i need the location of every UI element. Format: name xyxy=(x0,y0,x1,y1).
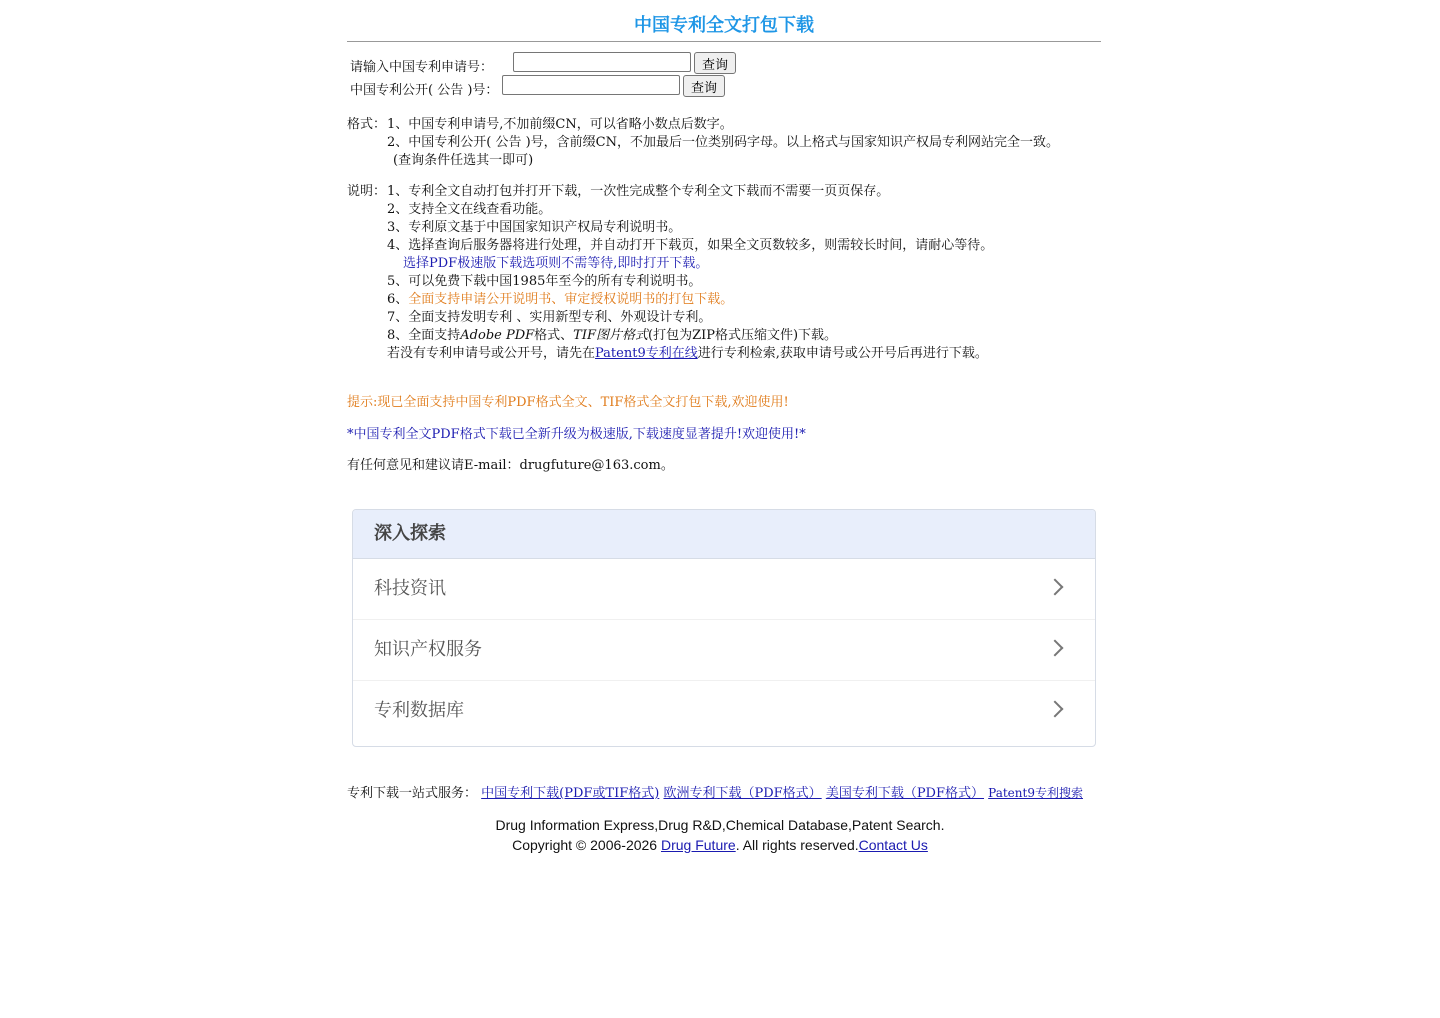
explore-panel xyxy=(352,509,1096,747)
note-item: 4、选择查询后服务器将进行处理，并自动打开下载页，如果全文页数较多，则需较长时间，请耐心等待。 xyxy=(387,238,994,253)
upgrade-text: *中国专利全文PDF格式下载已全新升级为极速版,下载速度显著提升!欢迎使用!* xyxy=(347,427,806,442)
explore-item-patent-database[interactable] xyxy=(353,681,1095,741)
note-item: 3、专利原文基于中国国家知识产权局专利说明书。 xyxy=(387,220,682,235)
chevron-right-icon xyxy=(1047,640,1064,657)
tip-text: 提示:现已全面支持中国专利PDF格式全文、TIF格式全文打包下载,欢迎使用! xyxy=(347,395,789,410)
note-item xyxy=(387,345,988,363)
pub-number-input[interactable] xyxy=(502,75,680,95)
note-item xyxy=(387,327,837,345)
note-text: 进行专利检索,获取申请号或公开号后再进行下载。 xyxy=(697,346,988,361)
note-item xyxy=(387,291,733,309)
note-pdf-format: Adobe PDF xyxy=(460,328,535,343)
app-query-button[interactable]: 查询 xyxy=(694,52,736,74)
app-number-input[interactable] xyxy=(513,52,691,72)
contact-text: 有任何意见和建议请E-mail：drugfuture@163.com。 xyxy=(347,458,674,473)
cn-patent-download-link[interactable]: 中国专利下载(PDF或TIF格式) xyxy=(481,786,660,801)
footer-links xyxy=(347,782,1083,801)
query-form xyxy=(347,52,1101,112)
notes-prefix: 说明： xyxy=(347,184,387,199)
note-highlight: 全面支持申请公开说明书、审定授权说明书的打包下载。 xyxy=(408,292,734,307)
chevron-right-icon xyxy=(1047,701,1064,718)
copyright-text: Copyright © 2006-2026 xyxy=(512,837,661,853)
app-number-row xyxy=(350,52,750,74)
app-number-label: 请输入中国专利申请号： xyxy=(350,60,494,75)
format-prefix: 格式： xyxy=(347,117,387,132)
note-text: 8、全面支持 xyxy=(387,328,461,343)
pub-number-label: 中国专利公开( 公告 )号： xyxy=(350,83,499,98)
note-item: 5、可以免费下载中国1985年至今的所有专利说明书。 xyxy=(387,274,702,289)
footer-tagline: Drug Information Express,Drug R&D,Chemical Database,Patent Search. xyxy=(495,817,945,833)
copyright-line xyxy=(0,837,1440,853)
ep-patent-download-link[interactable]: 欧洲专利下载（PDF格式） xyxy=(663,786,822,801)
format-item: 2、中国专利公开( 公告 )号，含前缀CN，不加最后一位类别码字母。以上格式与国家知识产权局专利网站完全一致。 xyxy=(387,135,1060,150)
note-item: 7、全面支持发明专利 、实用新型专利、外观设计专利。 xyxy=(387,310,712,325)
pub-query-button[interactable]: 查询 xyxy=(683,75,725,97)
us-patent-download-link[interactable]: 美国专利下载（PDF格式） xyxy=(825,786,985,801)
patent9-link[interactable]: Patent9专利在线 xyxy=(595,346,698,361)
format-item: 1、中国专利申请号,不加前缀CN，可以省略小数点后数字。 xyxy=(387,117,733,132)
explore-item-ip-services[interactable] xyxy=(353,620,1095,681)
note-text: 格式、 xyxy=(534,328,574,343)
note-text: (打包为ZIP格式压缩文件)下载。 xyxy=(648,328,838,343)
copyright-text: . All rights reserved. xyxy=(735,837,859,853)
explore-item-label: 专利数据库 xyxy=(374,700,464,721)
footer-prefix: 专利下载一站式服务： xyxy=(347,786,478,801)
explore-item-label: 知识产权服务 xyxy=(374,639,482,660)
explore-item-tech-news[interactable] xyxy=(353,559,1095,620)
patent9-search-link[interactable]: Patent9专利搜索 xyxy=(988,786,1083,800)
explore-item-label: 科技资讯 xyxy=(374,578,446,599)
note-item: 2、支持全文在线查看功能。 xyxy=(387,202,552,217)
title-divider xyxy=(347,41,1101,42)
contact-us-link[interactable]: Contact Us xyxy=(858,837,928,853)
pub-number-row xyxy=(350,75,750,97)
note-tif-format: TIF图片格式 xyxy=(573,328,648,343)
page-title: 中国专利全文打包下载 xyxy=(634,15,814,36)
note-text: 若没有专利申请号或公开号，请先在 xyxy=(387,346,596,361)
drug-future-link[interactable]: Drug Future xyxy=(660,837,736,853)
note-item: 1、专利全文自动打包并打开下载，一次性完成整个专利全文下载而不需要一页页保存。 xyxy=(387,184,890,199)
explore-header: 深入探索 xyxy=(353,510,1095,559)
format-item: (查询条件任选其一即可) xyxy=(393,153,534,168)
note-number: 6、 xyxy=(387,292,409,307)
chevron-right-icon xyxy=(1047,579,1064,596)
note-item-pdf-fast: 选择PDF极速版下载选项则不需等待,即时打开下载。 xyxy=(403,256,709,271)
main-container xyxy=(347,0,1101,112)
